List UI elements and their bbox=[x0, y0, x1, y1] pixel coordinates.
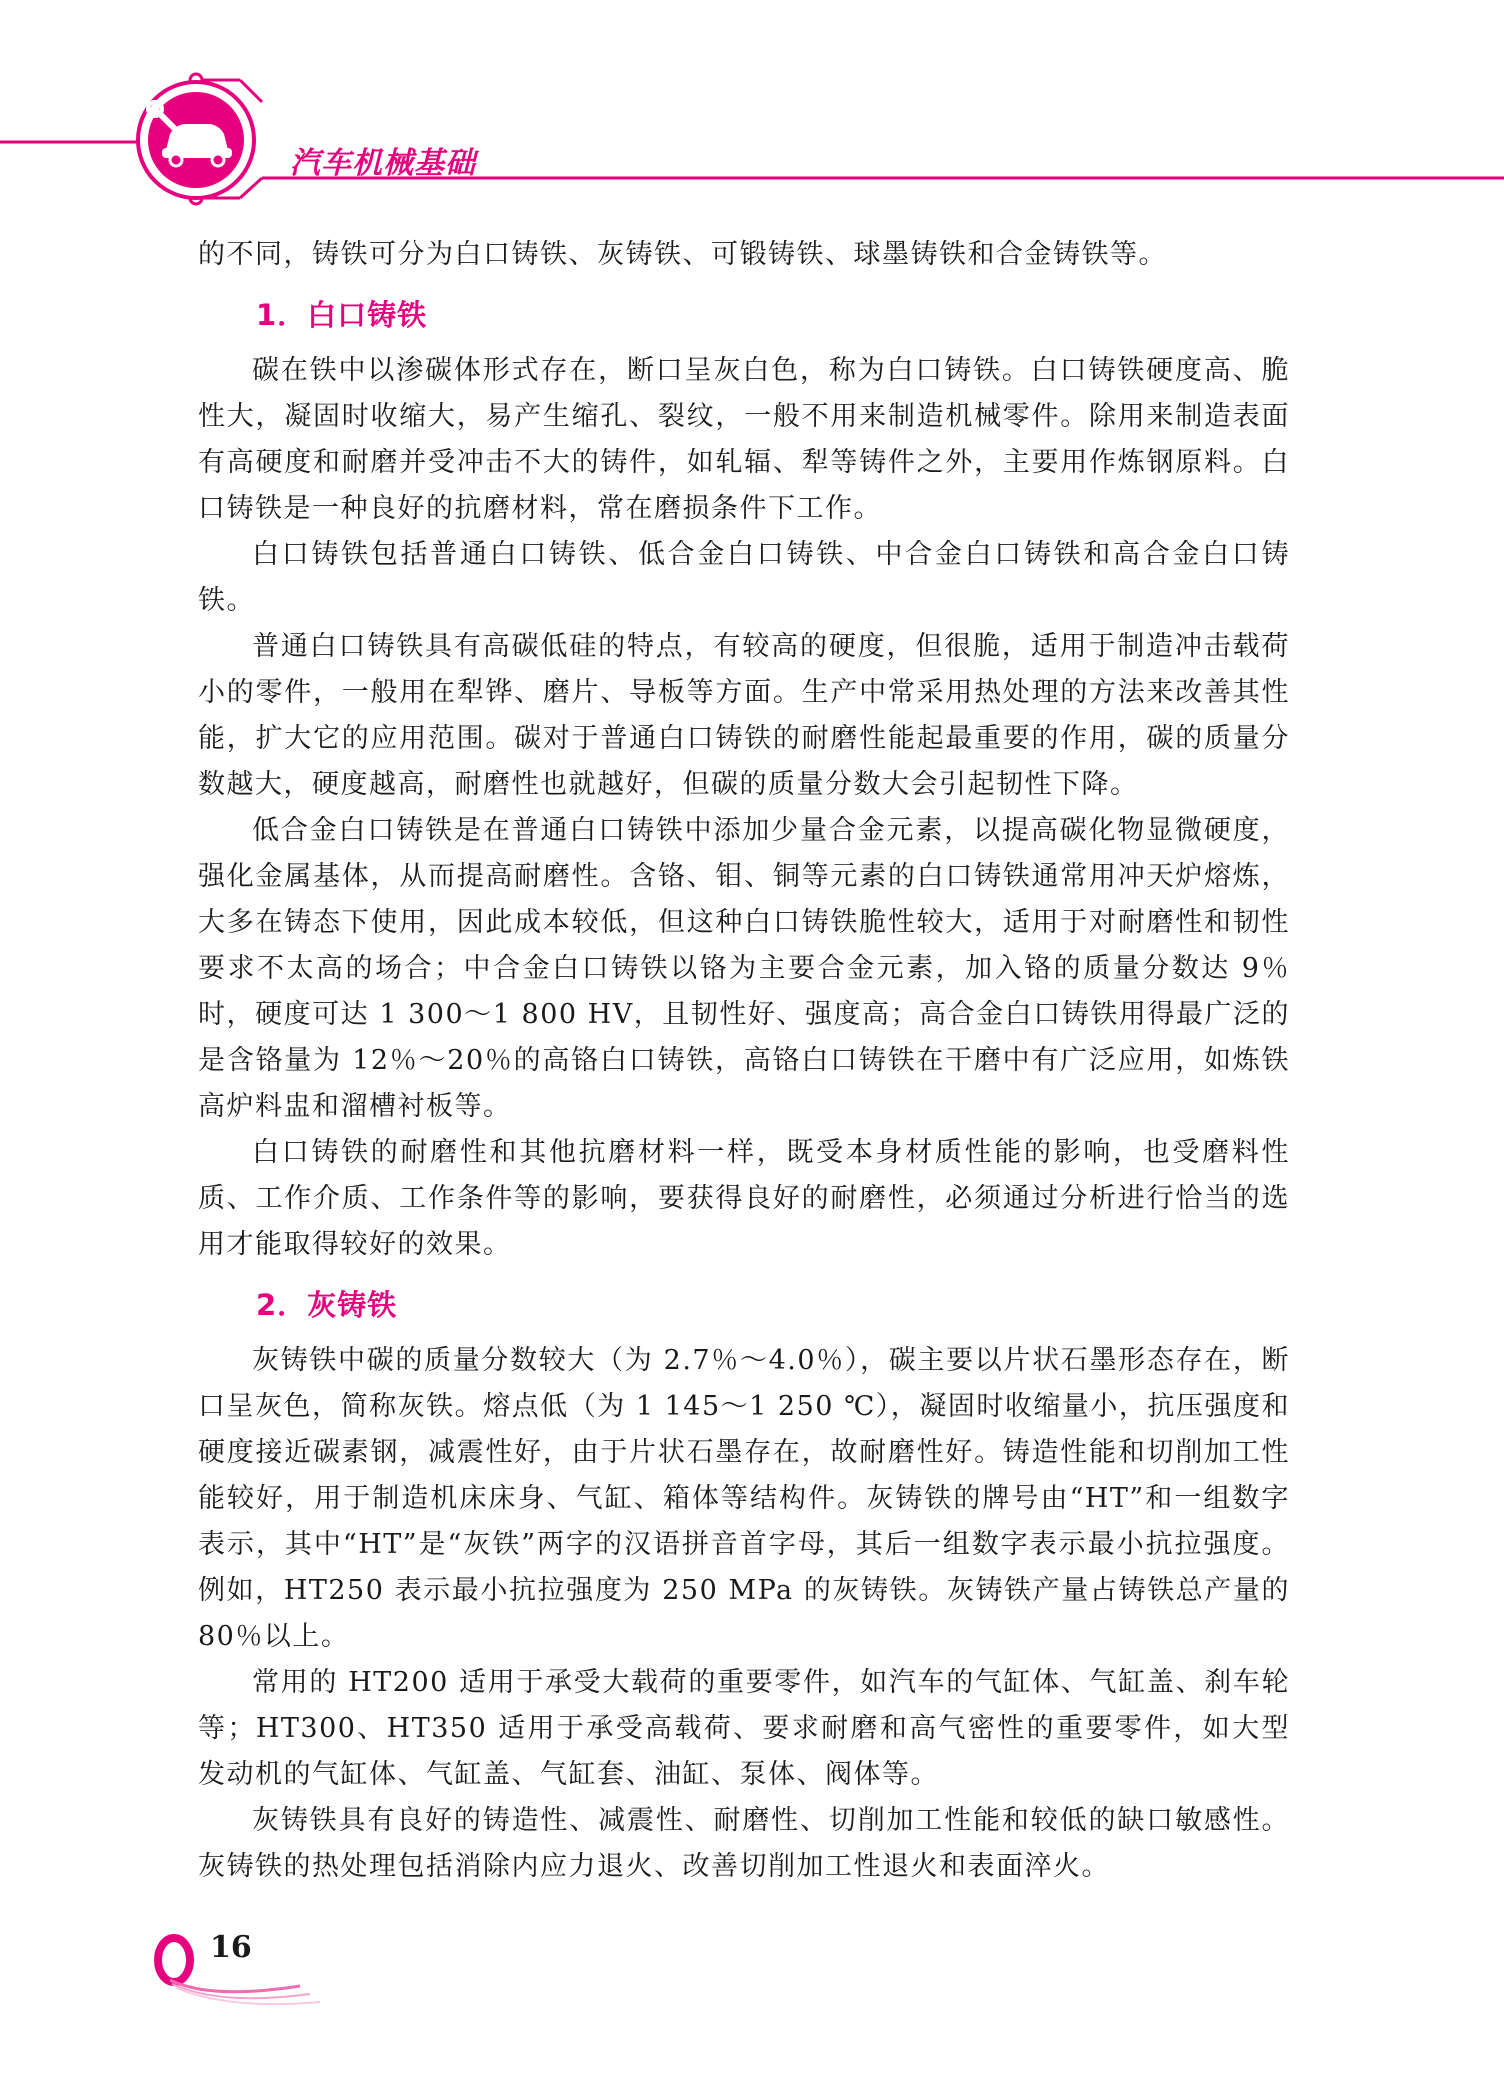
header-decoration bbox=[0, 0, 1504, 210]
section-heading-gray-cast-iron: 2．灰铸铁 bbox=[256, 1288, 398, 1322]
car-wrench-icon bbox=[138, 82, 254, 198]
paragraph: 白口铸铁包括普通白口铸铁、低合金白口铸铁、中合金白口铸铁和高合金白口铸铁。 bbox=[198, 539, 1290, 616]
paragraph: 常用的 HT200 适用于承受大载荷的重要零件，如汽车的气缸体、气缸盖、刹车轮等；HT300、HT350 适用于承受高载荷、要求耐磨和高气密性的重要零件，如大型发动机的气缸体、气缸盖、气缸套、油缸、泵体、阀体等。 bbox=[198, 1667, 1290, 1790]
main-content bbox=[198, 232, 1290, 1890]
paragraph: 白口铸铁的耐磨性和其他抗磨材料一样，既受本身材质性能的影响，也受磨料性质、工作介质、工作条件等的影响，要获得良好的耐磨性，必须通过分析进行恰当的选用才能取得较好的效果。 bbox=[198, 1137, 1290, 1260]
paragraph: 低合金白口铸铁是在普通白口铸铁中添加少量合金元素，以提高碳化物显微硬度，强化金属基体，从而提高耐磨性。含铬、钼、铜等元素的白口铸铁通常用冲天炉熔炼，大多在铸态下使用，因此成本较低，但这种白口铸铁脆性较大，适用于对耐磨性和韧性要求不太高的场合；中合金白口铸铁以铬为主要合金元素，加入铬的质量分数达 9％时，硬度可达 1 300～1 800 HV，且韧性好、强度高；高合金白口铸铁用得最广泛的是含铬量为 12％～20％的高铬白口铸铁，高铬白口铸铁在干磨中有广泛应用，如炼铁高炉料盅和溜槽衬板等。 bbox=[198, 815, 1290, 1122]
paragraph: 灰铸铁具有良好的铸造性、减震性、耐磨性、切削加工性能和较低的缺口敏感性。灰铸铁的热处理包括消除内应力退火、改善切削加工性退火和表面淬火。 bbox=[198, 1805, 1290, 1882]
intro-paragraph: 的不同，铸铁可分为白口铸铁、灰铸铁、可锻铸铁、球墨铸铁和合金铸铁等。 bbox=[198, 239, 1167, 270]
book-title: 汽车机械基础 bbox=[290, 146, 476, 181]
page-header bbox=[0, 0, 1504, 210]
paragraph: 灰铸铁中碳的质量分数较大（为 2.7％～4.0％），碳主要以片状石墨形态存在，断口呈灰色，简称灰铁。熔点低（为 1 145～1 250 ℃），凝固时收缩量小，抗压强度和硬度接近碳素钢，减震性好，由于片状石墨存在，故耐磨性好。铸造性能和切削加工性能较好，用于制造机床床身、气缸、箱体等结构件。灰铸铁的牌号由“HT”和一组数字表示，其中“HT”是“灰铁”两字的汉语拼音首字母，其后一组数字表示最小抗拉强度。例如，HT250 表示最小抗拉强度为 250 MPa 的灰铸铁。灰铸铁产量占铸铁总产量的 80％以上。 bbox=[198, 1345, 1290, 1652]
section-heading-white-cast-iron: 1．白口铸铁 bbox=[256, 298, 428, 332]
page-number: 16 bbox=[210, 1930, 252, 1965]
page-footer bbox=[150, 1930, 350, 2010]
paragraph: 碳在铁中以渗碳体形式存在，断口呈灰白色，称为白口铸铁。白口铸铁硬度高、脆性大，凝固时收缩大，易产生缩孔、裂纹，一般不用来制造机械零件。除用来制造表面有高硬度和耐磨并受冲击不大的铸件，如轧辐、犁等铸件之外，主要用作炼钢原料。白口铸铁是一种良好的抗磨材料，常在磨损条件下工作。 bbox=[198, 355, 1290, 524]
paragraph: 普通白口铸铁具有高碳低硅的特点，有较高的硬度，但很脆，适用于制造冲击载荷小的零件，一般用在犁铧、磨片、导板等方面。生产中常采用热处理的方法来改善其性能，扩大它的应用范围。碳对于普通白口铸铁的耐磨性能起最重要的作用，碳的质量分数越大，硬度越高，耐磨性也就越好，但碳的质量分数大会引起韧性下降。 bbox=[198, 631, 1290, 800]
